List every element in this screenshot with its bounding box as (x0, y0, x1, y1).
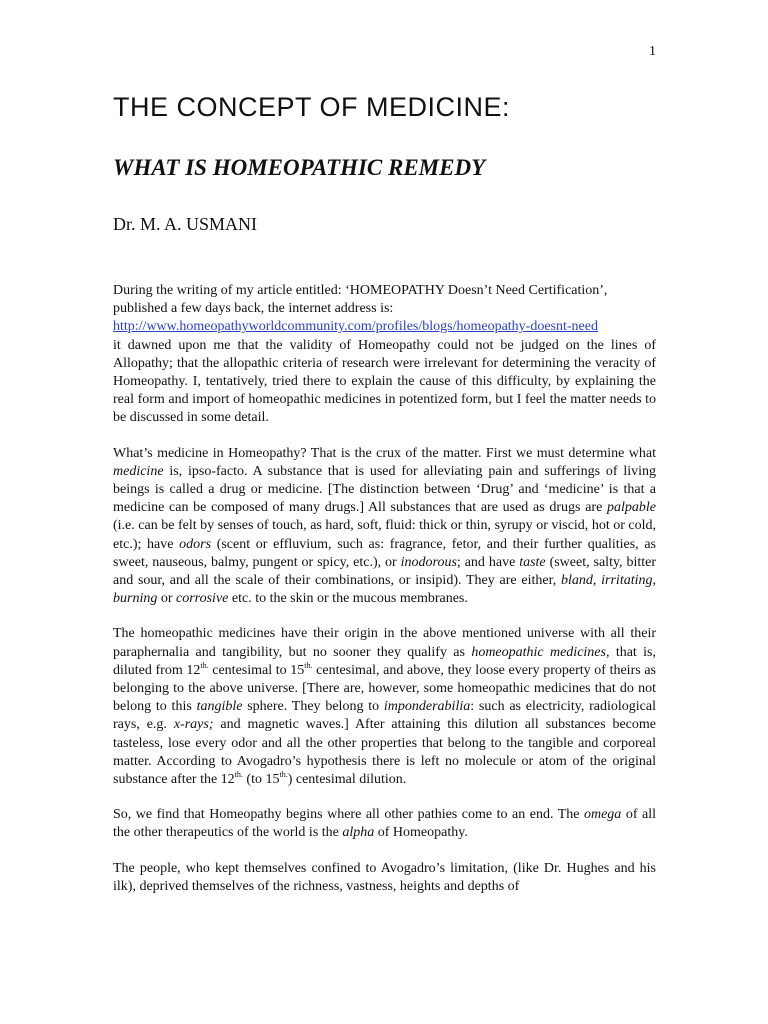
text-span: of all the other therapeutics of the world is the (113, 807, 656, 841)
superscript: th. (304, 660, 313, 670)
document-title: THE CONCEPT OF MEDICINE: (113, 92, 511, 122)
emphasis: omega (583, 807, 622, 823)
text-span: So, we find that Homeopathy begins where all other pathies come to an end. The (113, 807, 584, 823)
author-name: Dr. M. A. USMANI (113, 214, 258, 234)
text-span: and magnetic waves.] After attaining this dilution all substances become tasteless, lose every odor and all the other properties that belong to the tangible and corporeal matter. According to Avogadro’s hypothesis there is left no molecule or atom of the original substance after the 12 (113, 717, 656, 788)
emphasis: bland, irritating, burning (113, 573, 656, 607)
text-span: (sweet, salty, bitter and sour, and all the scale of their combinations, or insipid). They are either, (113, 554, 657, 589)
emphasis: odors (179, 536, 212, 552)
emphasis: corrosive (176, 591, 229, 607)
paragraph-5 (113, 860, 656, 896)
page-number: 1 (649, 44, 656, 59)
paragraph-2 (113, 445, 656, 609)
text-span: (i.e. can be felt by senses of touch, as hard, soft, fluid: thick or thin, syrupy or viscid, hot or cold, etc.); have (113, 518, 656, 552)
text-span: of Homeopathy. (374, 825, 468, 841)
emphasis: alpha (342, 825, 375, 841)
text-span: During the writing of my article entitled: ‘HOMEOPATHY Doesn’t Need Certification’, published a few days back, the internet address is: (113, 283, 608, 317)
text-span: (scent or effluvium, such as: fragrance, fetor, and their further qualities, as sweet, nauseous, balmy, pungent or spicy, etc.), or (113, 536, 656, 570)
text-span: sphere. They belong to (242, 699, 384, 715)
text-span: etc. to the skin or the mucous membranes. (228, 591, 468, 607)
emphasis: medicine (113, 463, 164, 479)
paragraph-1-intro (113, 282, 656, 337)
emphasis: taste (519, 554, 546, 570)
emphasis: imponderabilia (383, 699, 471, 715)
superscript: th. (200, 660, 209, 670)
article-link[interactable]: http://www.homeopathyworldcommunity.com/profiles/blogs/homeopathy-doesnt-need (113, 319, 598, 335)
text-span: What’s medicine in Homeopathy? That is the crux of the matter. First we must determine what (113, 445, 656, 461)
text-span: centesimal, and above, they loose every property of theirs as belonging to the above universe. [There are, however, some homeopathic medicines that do not belong to this (113, 662, 656, 715)
emphasis: palpable (607, 500, 656, 516)
text-span: (to 15 (242, 772, 280, 788)
text-span: that is, diluted from 12 (113, 644, 656, 678)
document-subtitle: WHAT IS HOMEOPATHIC REMEDY (113, 155, 486, 180)
emphasis: tangible (196, 699, 243, 715)
text-span: is, ipso-facto. A substance that is used for alleviating pain and sufferings of living beings is called a drug or medicine. [The distinction between ‘Drug’ and ‘medicine’ is that a medicine can be composed of many drugs.] All substances that are used as drugs are (113, 463, 656, 516)
text-span: The homeopathic medicines have their origin in the above mentioned universe with all their paraphernalia and tangibility, but no sooner they qualify as (113, 626, 656, 660)
text-span: ; and have (456, 554, 520, 570)
text-span: it dawned upon me that the validity of Homeopathy could not be judged on the lines of Allopathy; that the allopathic criteria of research were irrelevant for determining the veracity of Homeopathy. I, tentatively, tried there to explain the cause of this difficulty, by explaining the real form and import of homeopathic medicines in potentized form, but I feel the matter needs to be discussed in some detail. (113, 337, 656, 426)
paragraph-4 (113, 806, 656, 842)
text-span: or (157, 591, 177, 607)
text-span: : such as electricity, radiological rays, e.g. (113, 699, 656, 733)
superscript: th. (279, 770, 288, 780)
emphasis: homeopathic medicines, (471, 644, 610, 660)
paragraph-1-body (113, 337, 656, 428)
text-span: centesimal to 15 (208, 662, 305, 678)
text-span: ) centesimal dilution. (287, 772, 407, 788)
paragraph-3 (113, 625, 656, 789)
superscript: th. (234, 770, 243, 780)
text-span: The people, who kept themselves confined to Avogadro’s limitation, (like Dr. Hughes and his ilk), deprived themselves of the richness, vastness, heights and depths of (113, 860, 656, 894)
article-body (113, 282, 656, 913)
emphasis: x-rays; (173, 717, 214, 733)
emphasis: inodorous (400, 554, 457, 570)
